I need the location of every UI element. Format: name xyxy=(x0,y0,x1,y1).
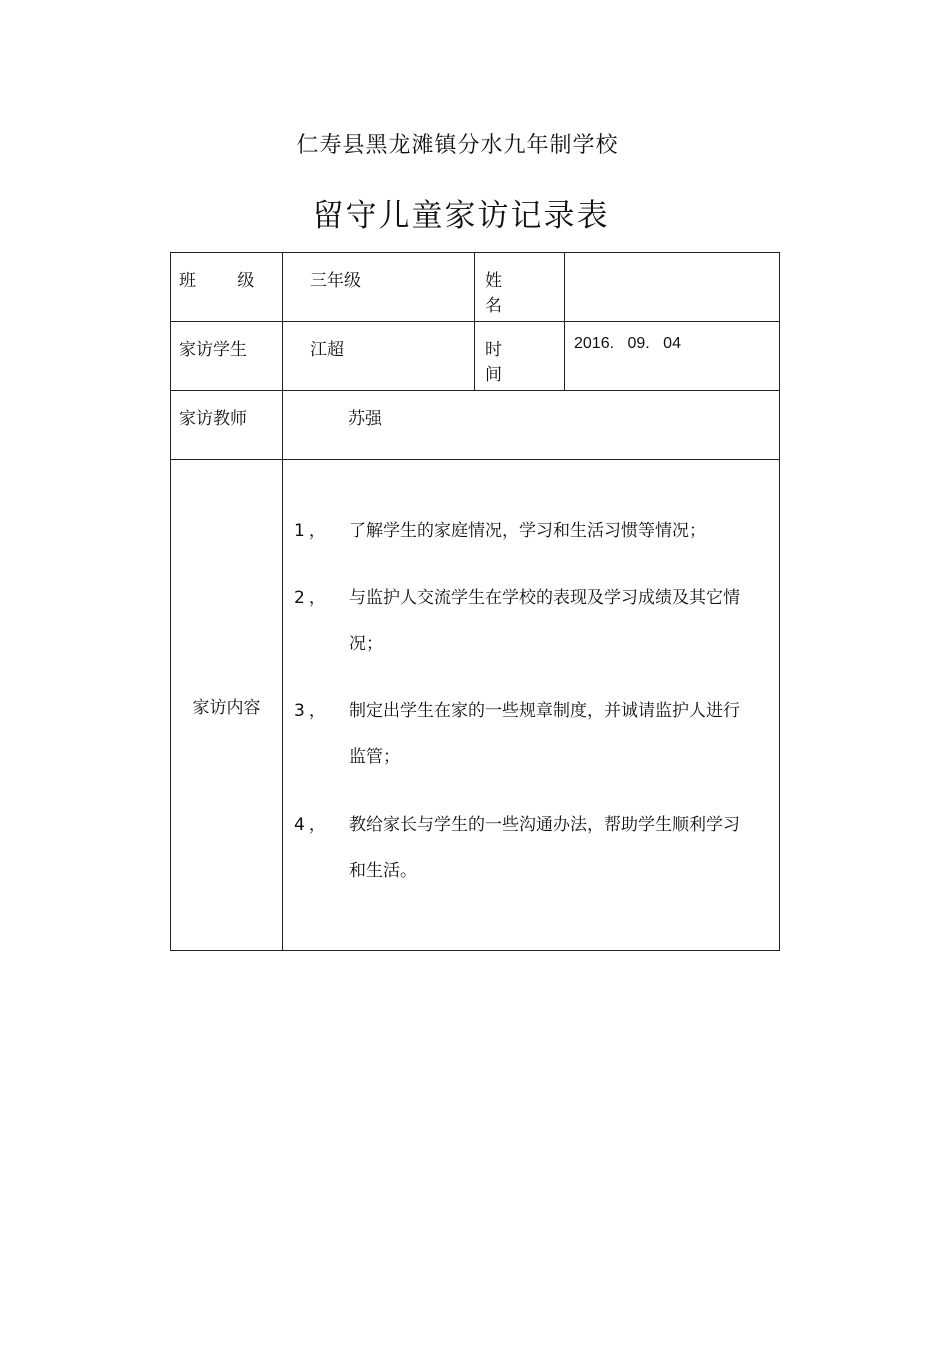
student-label-cell xyxy=(171,322,283,391)
class-label: 班 级 xyxy=(179,271,273,291)
time-label-cell xyxy=(475,322,565,391)
content-item-text: 与监护人交流学生在学校的表现及学习成绩及其它情况； xyxy=(349,588,740,654)
name-label-cell xyxy=(475,253,565,322)
time-value: 2016. 09. 04 xyxy=(574,335,681,352)
table-row-content xyxy=(171,460,780,951)
content-item-text: 了解学生的家庭情况，学习和生活习惯等情况； xyxy=(349,521,706,541)
time-value-cell xyxy=(565,322,780,391)
content-label: 家访内容 xyxy=(192,697,261,718)
content-item xyxy=(294,575,754,667)
table-row-student xyxy=(171,322,780,391)
teacher-value: 苏强 xyxy=(348,409,382,429)
content-item-number: 2， xyxy=(294,588,330,608)
name-value xyxy=(565,253,779,266)
home-visit-record-table xyxy=(170,252,780,951)
form-title: 留守儿童家访记录表 xyxy=(312,198,610,234)
teacher-value-cell xyxy=(283,391,780,460)
content-label-cell xyxy=(171,460,283,951)
student-value: 江超 xyxy=(310,340,344,360)
content-item xyxy=(294,802,754,894)
table-row-class xyxy=(171,253,780,322)
student-label: 家访学生 xyxy=(179,340,247,360)
time-label: 时 间 xyxy=(485,340,518,385)
table-row-teacher xyxy=(171,391,780,460)
name-label: 姓 名 xyxy=(485,271,518,316)
content-item-number: 4， xyxy=(294,815,330,835)
class-label-cell xyxy=(171,253,283,322)
content-item-number: 3， xyxy=(294,701,330,721)
teacher-label: 家访教师 xyxy=(179,409,247,429)
student-value-cell xyxy=(283,322,475,391)
content-item-text: 制定出学生在家的一些规章制度，并诚请监护人进行监管； xyxy=(349,701,740,767)
class-value: 三年级 xyxy=(310,271,361,291)
content-item xyxy=(294,508,754,554)
class-value-cell xyxy=(283,253,475,322)
teacher-label-cell xyxy=(171,391,283,460)
content-cell xyxy=(283,460,780,951)
name-value-cell xyxy=(565,253,780,322)
school-name: 仁寿县黑龙滩镇分水九年制学校 xyxy=(296,133,619,158)
content-item xyxy=(294,688,754,780)
content-item-number: 1， xyxy=(294,521,330,541)
content-item-text: 教给家长与学生的一些沟通办法，帮助学生顺利学习和生活。 xyxy=(349,815,740,881)
